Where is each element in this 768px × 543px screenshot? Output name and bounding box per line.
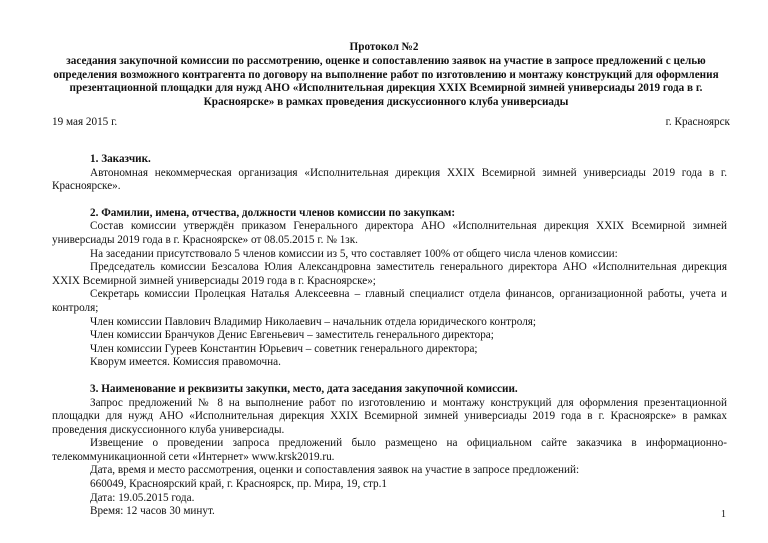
quorum-text: Кворум имеется. Комиссия правомочна. (90, 356, 281, 369)
meeting-date: Дата: 19.05.2015 года. (90, 491, 195, 504)
subtitle-line: Красноярске» в рамках проведения дискуссионного клуба универсиады (203, 95, 569, 108)
meeting-time: Время: 12 часов 30 минут. (90, 505, 215, 518)
notice-text: Извещение о проведении запроса предложений было размещено на официальном сайте заказчика в информационно-телекоммуникационной сети «Интернет» www.krsk2019.ru. (52, 437, 727, 463)
section-1-heading: 1. Заказчик. (90, 153, 151, 165)
commission-composition: Состав комиссии утверждён приказом Генерального директора АНО «Исполнительная дирекция XXIX Всемирной зимней универсиады 2019 года в г. Красноярске» от 08.05.2015 г. № 1зк. (52, 220, 727, 246)
protocol-date: 19 мая 2015 г. (52, 116, 118, 128)
place-intro: Дата, время и место рассмотрения, оценки и сопоставления заявок на участие в запросе предложений: (90, 464, 580, 477)
protocol-city: г. Красноярск (665, 116, 730, 128)
secretary-text: Секретарь комиссии Пролецкая Наталья Алексеевна – главный специалист отдела финансов, организационной работы, учета и контроля; (52, 288, 727, 314)
section-2-heading: 2. Фамилии, имена, отчества, должности членов комиссии по закупкам: (90, 206, 456, 219)
document-subtitle (52, 55, 720, 109)
subtitle-line: заседания закупочной комиссии по рассмотрению, оценке и сопоставлению заявок на участие в запросе предложений с целью (66, 55, 706, 67)
address-text: 660049, Красноярский край, г. Красноярск, пр. Мира, 19, стр.1 (90, 478, 388, 491)
member-text: Член комиссии Бранчуков Денис Евгеньевич – заместитель генерального директора; (90, 329, 494, 342)
page-number: 1 (721, 509, 726, 520)
subtitle-line: определения возможного контрагента по договору на выполнение работ по изготовлению и монтажу конструкций для оформления (53, 68, 719, 81)
document-body (52, 153, 727, 519)
member-text: Член комиссии Гуреев Константин Юрьевич – советник генерального директора; (90, 342, 478, 355)
section-3-heading: 3. Наименование и реквизиты закупки, место, дата заседания закупочной комиссии. (90, 382, 518, 395)
request-text: Запрос предложений № 8 на выполнение работ по изготовлению и монтажу конструкций для оформления презентационной площадки для нужд АНО «Исполнительная дирекция XXIX Всемирной зимней универсиады 2019 года в г. Красноярске» в рамках проведения дискуссионного клуба универсиады. (52, 396, 727, 436)
subtitle-line: презентационной площадки для нужд АНО «Исполнительная дирекция XXIX Всемирной зимней универсиады 2019 года в г. (69, 82, 703, 95)
document-title: Протокол №2 (349, 41, 419, 53)
member-text: Член комиссии Павлович Владимир Николаевич – начальник отдела юридического контроля; (90, 315, 537, 328)
attendance-text: На заседании присутствовало 5 членов комиссии из 5, что составляет 100% от общего числа членов комиссии: (90, 247, 618, 260)
chairman-text: Председатель комиссии Безсалова Юлия Александровна заместитель генерального директора АНО «Исполнительная дирекция XXIX Всемирной зимней универсиады 2019 года в г. Красноярске»; (52, 261, 727, 287)
customer-text: Автономная некоммерческая организация «Исполнительная дирекция XXIX Всемирной зимней универсиады 2019 года в г. Красноярске». (52, 166, 727, 193)
